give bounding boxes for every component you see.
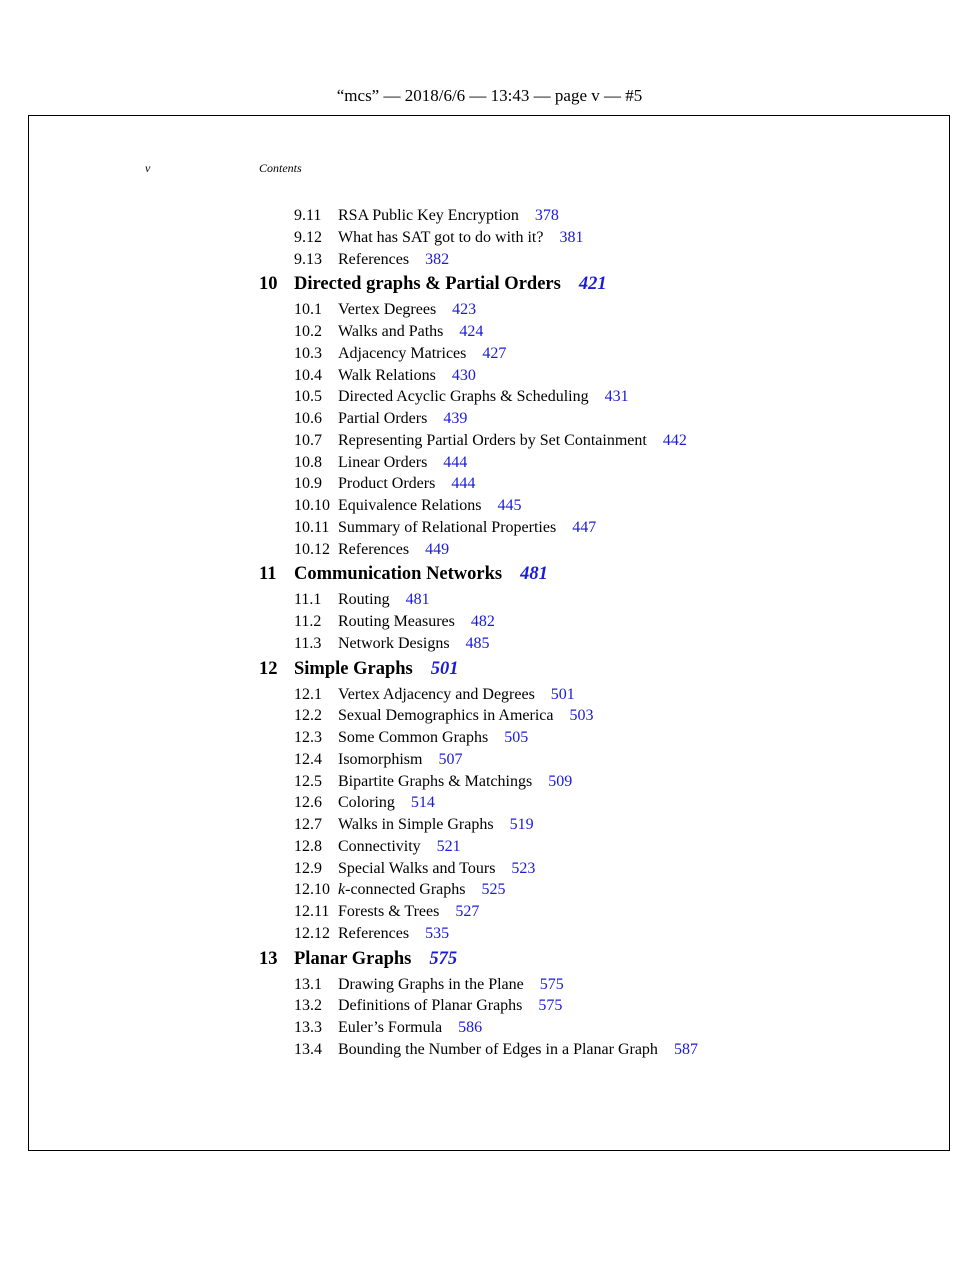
- section-page-link[interactable]: 378: [534, 207, 559, 224]
- section-title: What has SAT got to do with it?: [338, 228, 544, 246]
- section-title-line: [338, 923, 449, 945]
- section-page-link[interactable]: 427: [482, 344, 507, 362]
- section-page-link[interactable]: 523: [511, 859, 536, 877]
- section-number: 12.6: [294, 794, 322, 812]
- section-number: 12.10: [294, 881, 330, 899]
- section-title: Walks and Paths: [338, 323, 444, 340]
- section-title-line: [338, 995, 562, 1017]
- section-title: Network Designs: [338, 634, 450, 652]
- section-number: 9.12: [294, 228, 322, 246]
- chapter-number: 12: [259, 658, 278, 679]
- section-title-line: [338, 473, 475, 495]
- section-title-line: [338, 633, 490, 655]
- section-page-link[interactable]: 430: [451, 366, 476, 384]
- section-page-link[interactable]: 482: [470, 613, 495, 630]
- section-number: 12.4: [294, 750, 322, 768]
- section-page-link[interactable]: 503: [569, 707, 594, 725]
- section-title: Partial Orders: [338, 410, 428, 427]
- section-page-link[interactable]: 444: [451, 475, 476, 493]
- section-page-link[interactable]: 575: [539, 975, 564, 993]
- chapter-title: Planar Graphs: [294, 948, 412, 969]
- section-number: 13.1: [294, 975, 322, 993]
- section-page-link[interactable]: 586: [458, 1019, 483, 1036]
- section-title-line: [338, 299, 476, 321]
- section-page-link[interactable]: 519: [509, 816, 534, 833]
- section-number: 13.2: [294, 997, 322, 1015]
- section-title-line: [338, 495, 522, 517]
- section-title-variable: k: [338, 881, 346, 899]
- section-number: 12.11: [294, 903, 330, 920]
- section-page-link[interactable]: 444: [443, 453, 468, 471]
- section-title-line: [338, 452, 467, 474]
- section-page-link[interactable]: 509: [548, 772, 573, 790]
- section-number: 10.3: [294, 344, 322, 362]
- section-number: 10.8: [294, 453, 322, 471]
- section-title: Special Walks and Tours: [338, 859, 496, 877]
- chapter-number: 13: [259, 948, 278, 969]
- section-number: 12.9: [294, 859, 322, 877]
- section-number: 10.6: [294, 410, 322, 427]
- section-page-link[interactable]: 525: [481, 881, 506, 899]
- section-number: 13.4: [294, 1040, 322, 1058]
- section-title: Coloring: [338, 794, 395, 812]
- section-title: Walks in Simple Graphs: [338, 816, 494, 833]
- section-title: References: [338, 540, 410, 558]
- section-page-link[interactable]: 445: [497, 497, 522, 514]
- chapter-title: Simple Graphs: [294, 658, 413, 679]
- section-number: 11.1: [294, 591, 322, 609]
- section-number: 9.11: [294, 207, 322, 224]
- section-title: Isomorphism: [338, 750, 423, 768]
- section-page-link[interactable]: 481: [405, 591, 430, 609]
- section-title: Summary of Relational Properties: [338, 518, 557, 536]
- section-title-line: [338, 321, 483, 343]
- section-number: 11.3: [294, 634, 322, 652]
- section-page-link[interactable]: 439: [443, 410, 468, 427]
- section-page-link[interactable]: 505: [504, 729, 529, 746]
- section-number: 12.12: [294, 924, 330, 942]
- section-number: 10.9: [294, 475, 322, 493]
- section-title: Routing Measures: [338, 613, 455, 630]
- chapter-number: 11: [259, 564, 277, 585]
- section-number: 12.2: [294, 707, 322, 725]
- section-number: 12.7: [294, 816, 322, 833]
- chapter-number: 10: [259, 274, 278, 295]
- section-title-line: [338, 684, 575, 706]
- section-title: Vertex Adjacency and Degrees: [338, 685, 535, 703]
- section-title: References: [338, 924, 410, 942]
- section-title: Representing Partial Orders by Set Containment: [338, 431, 647, 449]
- section-title-line: [338, 539, 449, 561]
- section-title: References: [338, 250, 410, 268]
- section-title: Linear Orders: [338, 453, 428, 471]
- section-title-line: [338, 705, 594, 727]
- section-title: Equivalence Relations: [338, 497, 482, 514]
- section-title: Directed Acyclic Graphs & Scheduling: [338, 388, 589, 406]
- section-title-line: [338, 343, 506, 365]
- section-page-link[interactable]: 424: [459, 323, 484, 340]
- section-number: 10.11: [294, 518, 330, 536]
- section-title-line: [338, 727, 528, 749]
- section-title-line: [338, 792, 435, 814]
- section-page-link[interactable]: 535: [425, 924, 450, 942]
- section-page-link[interactable]: 521: [436, 837, 461, 855]
- chapter-title-line: [294, 947, 457, 971]
- section-title: Connectivity: [338, 837, 421, 855]
- section-title-line: [338, 879, 506, 901]
- section-title-line: [338, 386, 629, 408]
- section-page-link[interactable]: 382: [425, 250, 450, 268]
- section-title-line: [338, 814, 534, 836]
- section-page-link[interactable]: 431: [604, 388, 629, 406]
- section-page-link[interactable]: 485: [465, 634, 490, 652]
- section-number: 13.3: [294, 1019, 322, 1036]
- section-title-line: [338, 1039, 698, 1061]
- section-page-link[interactable]: 507: [438, 750, 463, 768]
- section-number: 11.2: [294, 613, 322, 630]
- section-title-line: [338, 365, 476, 387]
- chapter-page-link[interactable]: 575: [429, 948, 458, 969]
- section-page-link[interactable]: 447: [572, 518, 597, 536]
- chapter-page-link[interactable]: 501: [430, 658, 459, 679]
- chapter-title: Directed graphs & Partial Orders: [294, 274, 561, 295]
- section-title-line: [338, 227, 583, 249]
- section-page-link[interactable]: 587: [673, 1040, 698, 1058]
- chapter-title-line: [294, 272, 607, 296]
- section-number: 12.3: [294, 729, 322, 746]
- section-title-line: [338, 589, 430, 611]
- section-title-line: [338, 1017, 482, 1039]
- section-number: 10.5: [294, 388, 322, 406]
- chapter-page-link[interactable]: 421: [578, 274, 607, 295]
- section-page-link[interactable]: 527: [455, 903, 480, 920]
- section-title: -connected Graphs: [345, 881, 466, 899]
- section-title: RSA Public Key Encryption: [338, 207, 519, 224]
- section-title: Definitions of Planar Graphs: [338, 997, 523, 1015]
- section-title: Some Common Graphs: [338, 729, 489, 746]
- section-page-link[interactable]: 423: [452, 301, 477, 319]
- section-title: Drawing Graphs in the Plane: [338, 975, 524, 993]
- section-title: Adjacency Matrices: [338, 344, 467, 362]
- section-page-link[interactable]: 449: [425, 540, 450, 558]
- section-title-line: [338, 974, 564, 996]
- section-title: Product Orders: [338, 475, 436, 493]
- section-title-line: [338, 749, 462, 771]
- section-title: Euler’s Formula: [338, 1019, 443, 1036]
- section-title-line: [338, 430, 687, 452]
- section-page-link[interactable]: 381: [559, 228, 584, 246]
- section-number: 10.10: [294, 497, 330, 514]
- section-title-line: [338, 611, 495, 633]
- section-page-link[interactable]: 501: [550, 685, 575, 703]
- chapter-title-line: [294, 657, 458, 681]
- section-title: Sexual Demographics in America: [338, 707, 554, 725]
- section-title-line: [338, 771, 572, 793]
- section-title-line: [338, 249, 449, 271]
- section-number: 10.2: [294, 323, 322, 340]
- section-number: 12.1: [294, 685, 322, 703]
- section-title: Routing: [338, 591, 390, 609]
- section-number: 9.13: [294, 250, 322, 268]
- section-number: 10.1: [294, 301, 322, 319]
- section-title: Walk Relations: [338, 366, 436, 384]
- section-title-line: [338, 858, 535, 880]
- section-page-link[interactable]: 575: [538, 997, 563, 1015]
- section-title-line: [338, 517, 596, 539]
- section-page-link[interactable]: 442: [662, 431, 687, 449]
- chapter-title: Communication Networks: [294, 564, 503, 585]
- page-header: “mcs” — 2018/6/6 — 13:43 — page v — #5: [336, 86, 643, 105]
- chapter-page-link[interactable]: 481: [520, 564, 548, 585]
- section-title: Bipartite Graphs & Matchings: [338, 772, 533, 790]
- section-title-line: [338, 408, 467, 430]
- section-number: 12.8: [294, 837, 322, 855]
- section-title: Forests & Trees: [338, 903, 440, 920]
- section-number: 10.12: [294, 540, 330, 558]
- section-title-line: [338, 205, 559, 227]
- section-page-link[interactable]: 514: [410, 794, 435, 812]
- section-title-line: [338, 901, 479, 923]
- running-head-page-number: v: [145, 161, 151, 175]
- section-title: Vertex Degrees: [338, 301, 437, 319]
- running-head-title: Contents: [259, 161, 302, 175]
- chapter-title-line: [294, 562, 548, 586]
- section-title-line: [338, 836, 461, 858]
- section-number: 10.7: [294, 431, 322, 449]
- section-number: 10.4: [294, 366, 322, 384]
- section-number: 12.5: [294, 772, 322, 790]
- section-title: Bounding the Number of Edges in a Planar Graph: [338, 1040, 658, 1058]
